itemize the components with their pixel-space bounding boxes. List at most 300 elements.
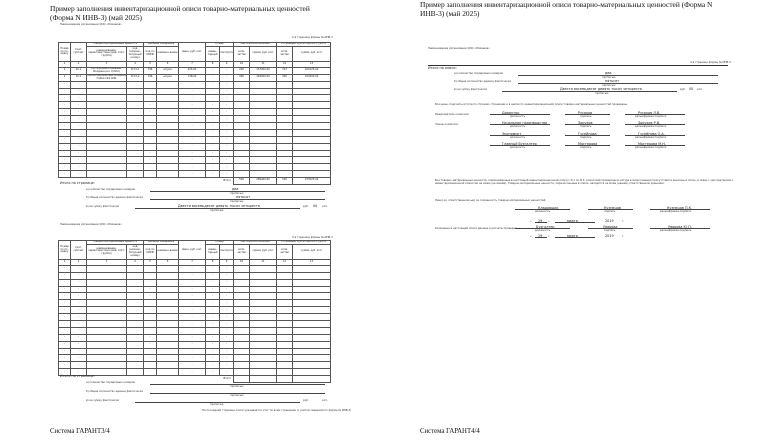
total-value-count: два [605,70,612,75]
prices-checked-note: Все цены, подсчеты итогов по строкам, страницам и в целом по инвентаризационной описи товарно-материальных ценностей проверены. [435,103,628,106]
table-cell [293,369,331,376]
table-cell: - [206,81,220,88]
table-row [59,102,331,109]
table-cell: - [59,129,71,136]
table-cell: - [179,334,206,341]
table-cell: - [144,293,157,300]
confirmation-text: Все товарно-материальные ценности, поименованные в настоящей инвентаризационной описи с N 1 по N 2, комиссией проверены в натуре в моем (нашем) присутствии и внесены в опись, в связи с чем претензий к инвентаризационной комиссии не имею (не имеем). Товарно-материальные ценности, перечисленные в описи, находятся на моем (нашем) ответственном хранении. [435,179,734,185]
table-cell: - [220,136,234,143]
table-cell [250,150,277,157]
header-actual-sum: сумма, руб. коп. [250,244,277,259]
table-cell: - [71,314,87,321]
table-cell [87,157,127,164]
caption-position: должность [535,229,551,232]
table-cell: - [71,164,87,171]
table-cell: - [220,95,234,102]
commission-member-name: Мастерова М.Н. [638,141,666,146]
table-cell: 1 [59,67,71,74]
table-cell [87,272,127,279]
table-cell [293,265,331,272]
table-cell [234,286,250,293]
table-cell: - [144,334,157,341]
table-cell: - [206,116,220,123]
column-number: 1 [59,61,71,67]
table-row [59,143,331,150]
table-cell: - [179,109,206,116]
table-cell: - [220,307,234,314]
header-accounting: По данным бухгалтерского учета [277,43,331,47]
table-cell [157,123,179,130]
table-cell: - [71,136,87,143]
table-cell: - [59,136,71,143]
table-cell: - [144,102,157,109]
table-cell: - [206,171,220,178]
checker-name: Уварова Ю.П. [668,224,692,229]
table-cell: - [179,369,206,376]
table-cell: - [59,307,71,314]
table-cell [127,171,144,178]
total-kop: коп. [697,88,703,91]
table-cell: - [179,81,206,88]
table-cell: - [220,74,234,81]
column-number: 3 [87,259,127,265]
table-cell [250,369,277,376]
table-cell [157,307,179,314]
header-okei: код по ОКЕИ [144,46,157,61]
column-number: 12 [277,259,293,265]
table-cell [293,272,331,279]
total-label: Итого [223,178,232,182]
table-cell [234,369,250,376]
table-cell [277,102,293,109]
table-cell [277,136,293,143]
table-cell [157,129,179,136]
header-goods: Товарно-материальные ценности [87,241,144,245]
table-cell [87,286,127,293]
summary-label-count: а) количество порядковых номеров [86,381,135,384]
table-cell [277,272,293,279]
table-cell: - [179,150,206,157]
table-cell [250,355,277,362]
table-row [59,272,331,279]
table-cell [250,102,277,109]
table-cell [157,265,179,272]
table-cell [293,279,331,286]
table-cell [293,314,331,321]
table-cell: - [220,362,234,369]
table-cell [250,95,277,102]
commission-member-name: Гусейнова О.А. [638,131,665,136]
table-cell [157,171,179,178]
table-cell: - [206,143,220,150]
table-cell: - [220,265,234,272]
page-label: 3-я страница формы № ИНВ-3 [292,236,333,239]
table-row [59,279,331,286]
total-actual-sum [250,376,277,383]
table-cell: 796 [144,67,157,74]
table-cell [127,116,144,123]
table-cell [277,88,293,95]
commission-role-label: Члены комиссии: [435,123,459,126]
total-actual-sum: 289400,00 [250,178,277,185]
table-cell: 1172-2 [127,74,144,81]
table-cell [277,286,293,293]
caption-signature: подпись [604,210,616,213]
table-cell [127,369,144,376]
page-summary-title: Итого по странице: [60,181,95,185]
date1-day: 29 [538,218,543,223]
table-cell [127,300,144,307]
table-cell [293,307,331,314]
summary-kop: коп. [322,205,328,208]
total-value-sum: Двести восемьдесят девять тысяч четыреста [560,86,642,91]
table-cell [293,81,331,88]
table-cell: - [144,300,157,307]
table-cell [157,286,179,293]
table-cell [250,164,277,171]
document-title: Пример заполнения инвентаризационной описи товарно-материальных ценностей (Форма N ИНВ-3) (май 2025) [420,0,713,18]
table-row [59,341,331,348]
total-label-count: а) количество порядковых номеров [454,72,503,75]
table-cell: - [71,150,87,157]
table-cell [293,300,331,307]
table-cell [250,123,277,130]
table-row [59,265,331,272]
table-cell: 425,00 [179,67,206,74]
table-row [59,321,331,328]
table-cell [277,355,293,362]
table-cell [157,116,179,123]
table-row [59,81,331,88]
inventory-table-page-3 [58,240,331,383]
table-cell [234,355,250,362]
table-cell: - [220,67,234,74]
table-cell [87,116,127,123]
table-cell: - [144,88,157,95]
table-cell [127,348,144,355]
header-goods-code: код (номенк-латурный номер) [127,46,144,61]
commission-member-name: Зарухов Р.В. [638,120,661,125]
column-number: 10 [234,61,250,67]
table-cell: - [71,95,87,102]
table-cell [234,327,250,334]
header-account-qty: коли-чество [277,244,293,259]
column-number: 6 [157,259,179,265]
caption-name: расшифровка подписи [635,115,667,118]
table-cell: - [71,109,87,116]
column-number: 5 [144,259,157,265]
table-cell: - [144,136,157,143]
header-unit-name: наимено-вание [157,244,179,259]
page-footer: Система ГАРАНТ4/4 [420,428,480,435]
table-cell [293,123,331,130]
table-row [59,327,331,334]
table-cell: - [220,123,234,130]
table-cell: - [71,279,87,286]
table-cell: - [179,348,206,355]
total-account-sum [293,376,331,383]
table-cell [87,355,127,362]
table-cell [277,81,293,88]
table-cell: - [206,109,220,116]
column-number: 2 [71,61,87,67]
document-title: Пример заполнения инвентаризационной описи товарно-материальных ценностей (Форма N ИНВ-3) (май 2025) [50,4,310,22]
table-cell [293,293,331,300]
table-cell [234,307,250,314]
table-cell [277,293,293,300]
header-actual-qty: коли-чество [234,244,250,259]
table-cell: - [179,136,206,143]
table-cell: - [71,265,87,272]
table-cell: - [59,164,71,171]
table-cell: - [71,321,87,328]
table-cell: - [179,279,206,286]
table-cell [277,171,293,178]
table-cell [250,265,277,272]
caption-signature: подпись [580,115,592,118]
commission-member-position: Главный бухгалтер [502,141,537,146]
caption-position: должность [535,210,551,213]
table-cell [293,136,331,143]
table-cell [157,136,179,143]
table-cell [157,272,179,279]
column-number: 9 [220,61,234,67]
total-caption: прописью [595,92,609,95]
table-cell [250,314,277,321]
table-row [59,88,331,95]
commission-member-signature: Мастерова [578,141,598,146]
table-cell: - [220,88,234,95]
header-goods-name: наименование, характеристика (вид, сорт, группа) [87,46,127,61]
table-cell: - [220,157,234,164]
table-cell: - [59,116,71,123]
column-number: 11 [250,259,277,265]
table-cell: - [179,129,206,136]
table-cell [234,102,250,109]
table-cell: - [206,136,220,143]
header-passport: паспорта [220,244,234,259]
summary-caption: прописью [230,394,244,397]
table-cell: - [179,355,206,362]
table-cell: - [144,171,157,178]
table-cell [127,150,144,157]
table-cell [277,143,293,150]
table-cell: - [220,164,234,171]
total-caption: прописью [602,76,616,79]
table-cell [250,109,277,116]
table-cell: - [71,307,87,314]
table-cell: - [144,362,157,369]
table-cell: - [206,67,220,74]
caption-name: расшифровка подписи [635,136,667,139]
table-cell [127,272,144,279]
table-cell: 157000,00 [250,67,277,74]
table-row [59,123,331,130]
table-cell [293,129,331,136]
table-cell [250,307,277,314]
table-cell: - [179,102,206,109]
table-row [59,300,331,307]
table-cell: - [206,286,220,293]
header-actual: Фактическое наличие [234,241,277,245]
table-cell: - [59,109,71,116]
table-cell [277,314,293,321]
date2-suffix: г. [622,235,625,238]
commission-member-position: Экономист [502,131,522,136]
table-cell [250,321,277,328]
table-cell: - [144,143,157,150]
summary-label-units: б) общее количество единиц фактически [86,390,144,393]
table-cell: 300 [277,74,293,81]
table-cell [234,109,250,116]
date1-year: 2019 [605,218,614,223]
table-cell: 10.1 [71,74,87,81]
table-cell [250,286,277,293]
table-cell [157,362,179,369]
table-cell: - [59,314,71,321]
table-cell: 748,00 [179,74,206,81]
table-cell [157,109,179,116]
total-kop-value: 00 [689,86,694,91]
table-cell: - [59,272,71,279]
table-cell: - [71,300,87,307]
table-cell [157,95,179,102]
table-cell: - [144,314,157,321]
table-cell: - [144,272,157,279]
table-cell: - [220,116,234,123]
table-cell [293,355,331,362]
table-cell: 164400,00 [293,74,331,81]
table-cell: - [71,293,87,300]
table-cell [157,143,179,150]
table-cell: - [179,327,206,334]
table-cell [157,293,179,300]
summary-caption: прописью [230,192,244,195]
caption-position: должность [510,125,526,128]
table-cell: - [179,293,206,300]
column-number: 5 [144,61,157,67]
table-cell: - [179,157,206,164]
column-number: 3 [87,61,127,67]
commission-member-signature: Зарухов [578,120,593,125]
table-cell [234,150,250,157]
table-cell [127,136,144,143]
table-cell: - [59,157,71,164]
header-price: Цена, руб. коп. [179,43,206,62]
table-cell [250,334,277,341]
summary-kop-value: 00 [313,203,318,208]
table-cell: - [71,88,87,95]
table-cell [87,129,127,136]
table-cell: - [206,279,220,286]
table-cell [87,327,127,334]
table-cell: - [71,348,87,355]
commission-member-position: Начальник производства [502,120,548,125]
table-cell [157,164,179,171]
table-cell [157,314,179,321]
table-cell: - [71,334,87,341]
table-row [59,293,331,300]
commission-member-signature: Гусейнова [578,131,597,136]
table-cell: - [220,341,234,348]
column-number: 11 [250,61,277,67]
table-row [59,286,331,293]
table-cell [127,109,144,116]
caption-signature: подпись [604,229,616,232]
header-unit: Единица измерения [144,241,179,245]
table-cell: - [220,171,234,178]
header-inventory-no: инвен-тарный [206,244,220,259]
total-label-units: б) общее количество единиц фактически [454,80,512,83]
table-cell [293,164,331,171]
table-row [59,74,331,81]
table-cell [157,88,179,95]
table-cell [234,81,250,88]
table-cell: - [179,123,206,130]
table-cell: - [71,129,87,136]
organization-line: Наименование организации ООО «Ромашка» [60,223,122,226]
table-cell [157,279,179,286]
table-row [59,150,331,157]
table-cell: - [220,334,234,341]
table-cell [234,143,250,150]
table-cell: - [179,314,206,321]
table-cell [234,157,250,164]
table-cell [234,136,250,143]
total-value-units: пятьсот [605,78,620,83]
table-cell [277,369,293,376]
table-cell [87,136,127,143]
table-cell: - [144,123,157,130]
table-cell [293,362,331,369]
table-cell: - [206,348,220,355]
table-cell [87,279,127,286]
table-cell: - [144,150,157,157]
table-row [59,157,331,164]
column-number: 7 [179,259,206,265]
organization-line: Наименование организации ООО «Ромашка» [428,47,490,50]
table-cell [277,307,293,314]
table-cell: 796 [144,74,157,81]
table-cell [157,348,179,355]
total-caption: прописью [602,84,616,87]
table-cell [277,157,293,164]
table-cell: 312 [277,67,293,74]
table-cell [293,321,331,328]
header-inventory-no: инвен-тарный [206,46,220,61]
table-cell [293,95,331,102]
column-number: 6 [157,61,179,67]
caption-name: расшифровка подписи [660,210,692,213]
table-cell [157,300,179,307]
table-cell: - [71,355,87,362]
caption-name: расшифровка подписи [635,125,667,128]
table-cell: - [179,300,206,307]
table-cell: - [59,355,71,362]
table-cell: - [220,102,234,109]
table-cell: - [59,286,71,293]
table-cell [250,293,277,300]
table-cell: - [71,272,87,279]
column-number: 7 [179,61,206,67]
table-cell: - [59,123,71,130]
responsible-signature: Кузнецов [604,205,621,210]
table-cell: - [179,116,206,123]
table-cell [234,348,250,355]
table-cell: - [206,95,220,102]
table-cell [293,116,331,123]
table-cell: - [144,327,157,334]
